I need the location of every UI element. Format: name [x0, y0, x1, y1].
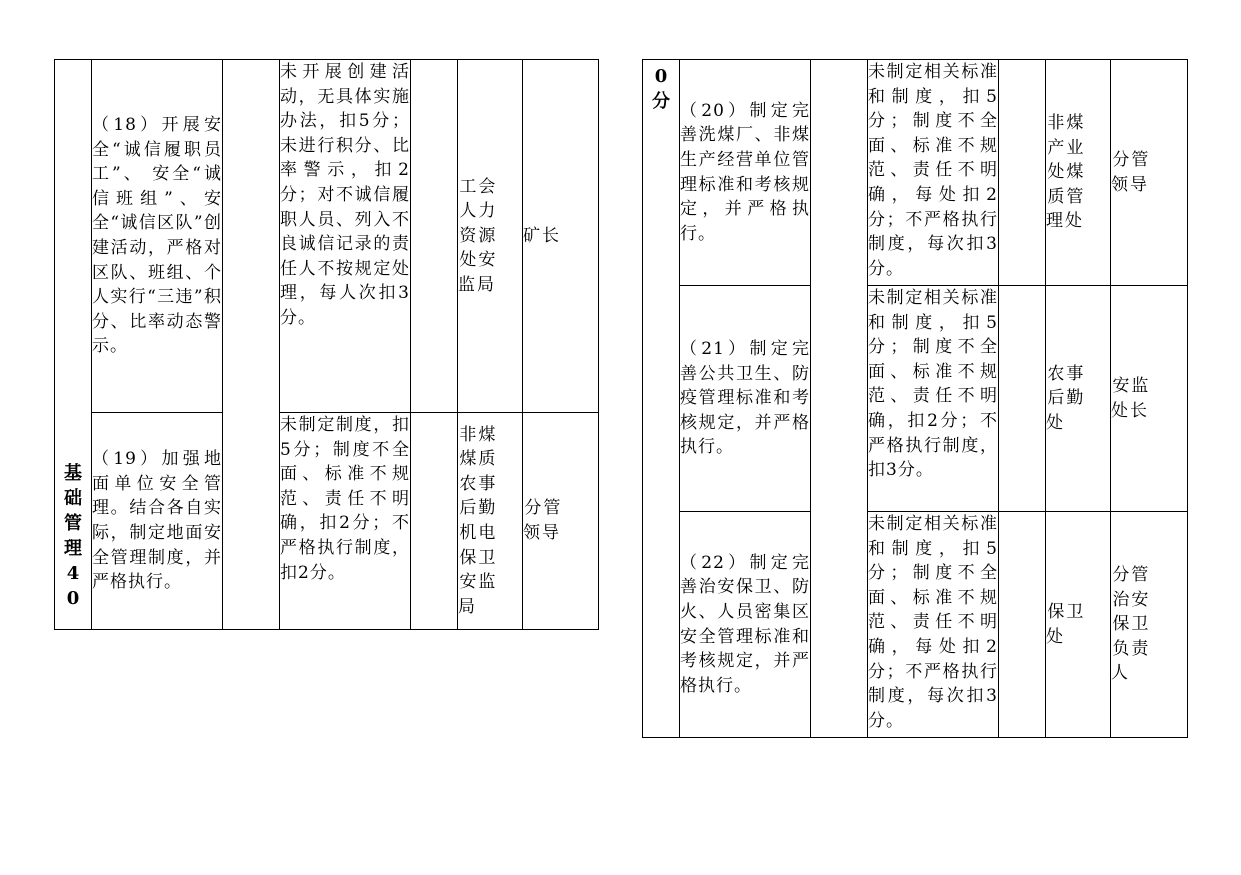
table-row	[643, 286, 1188, 512]
department-cell	[458, 60, 523, 413]
score-cell	[223, 60, 280, 630]
left-assessment-table	[54, 59, 599, 630]
item-cell: （22）制定完善治安保卫、防火、人员密集区安全管理标准和考核规定，并严格执行。	[680, 512, 811, 738]
leader-cell	[523, 413, 599, 630]
department-cell	[458, 413, 523, 630]
table-row	[55, 413, 599, 630]
department-label: 农事后勤处	[1046, 363, 1086, 433]
standard-cell: 未制定相关标准和制度，扣5分；制度不全面、标准不规范、责任不明确，扣2分；不严格执行制度，扣3分。	[868, 286, 999, 512]
deduction-cell	[999, 286, 1046, 512]
item-cell: （20）制定完善洗煤厂、非煤生产经营单位管理标准和考核规定，并严格执行。	[680, 60, 811, 286]
item-cell: （18）开展安全“诚信履职员工”、 安全“诚信班组”、安全“诚信区队”创建活动，严格对区队、班组、个人实行“三违”积分、比率动态警示。	[92, 60, 223, 413]
department-label: 非煤产业处煤质管理处	[1046, 113, 1086, 232]
department-label: 工会人力资源处安监局	[458, 176, 498, 295]
standard-cell: 未制定相关标准和制度，扣5分；制度不全面、标准不规范、责任不明确，每处扣2分；不严格执行制度，每次扣3分。	[868, 60, 999, 286]
leader-cell	[1111, 512, 1188, 738]
category-cell	[55, 60, 92, 630]
deduction-cell	[411, 413, 458, 630]
leader-cell	[1111, 286, 1188, 512]
table-row	[643, 512, 1188, 738]
deduction-cell	[411, 60, 458, 413]
department-label: 保卫处	[1046, 601, 1086, 647]
leader-cell: 矿长	[523, 60, 599, 413]
standard-cell: 未制定相关标准和制度，扣5分；制度不全面、标准不规范、责任不明确，每处扣2分；不严格执行制度，每次扣3分。	[868, 512, 999, 738]
category-cell	[643, 60, 680, 738]
standard-cell: 未制定制度，扣5分；制度不全面、标准不规范、责任不明确，扣2分；不严格执行制度，扣2分。	[280, 413, 411, 630]
standard-cell: 未开展创建活动，无具体实施办法，扣5分；未进行积分、比率警示，扣2分；对不诚信履职人员、列入不良诚信记录的责任人不按规定处理，每人次扣3分。	[280, 60, 411, 413]
table-row	[55, 60, 599, 413]
category-label: 0分	[651, 66, 670, 112]
department-cell	[1046, 60, 1111, 286]
category-label: 基础管理40	[63, 463, 82, 609]
leader-label: 分管领导	[523, 498, 563, 543]
department-label: 非煤煤质农事后勤机电保卫安监局	[458, 424, 498, 617]
deduction-cell	[999, 512, 1046, 738]
deduction-cell	[999, 60, 1046, 286]
score-cell	[811, 60, 868, 738]
table-row	[643, 60, 1188, 286]
leader-label: 分管领导	[1111, 149, 1151, 195]
item-cell: （19）加强地面单位安全管理。结合各自实际，制定地面安全管理制度，并严格执行。	[92, 413, 223, 630]
leader-label: 分管治安保卫负责人	[1111, 565, 1151, 684]
right-assessment-table	[642, 59, 1188, 738]
leader-cell	[1111, 60, 1188, 286]
item-cell: （21）制定完善公共卫生、防疫管理标准和考核规定，并严格执行。	[680, 286, 811, 512]
leader-label: 安监处长	[1111, 375, 1151, 421]
department-cell	[1046, 286, 1111, 512]
department-cell	[1046, 512, 1111, 738]
